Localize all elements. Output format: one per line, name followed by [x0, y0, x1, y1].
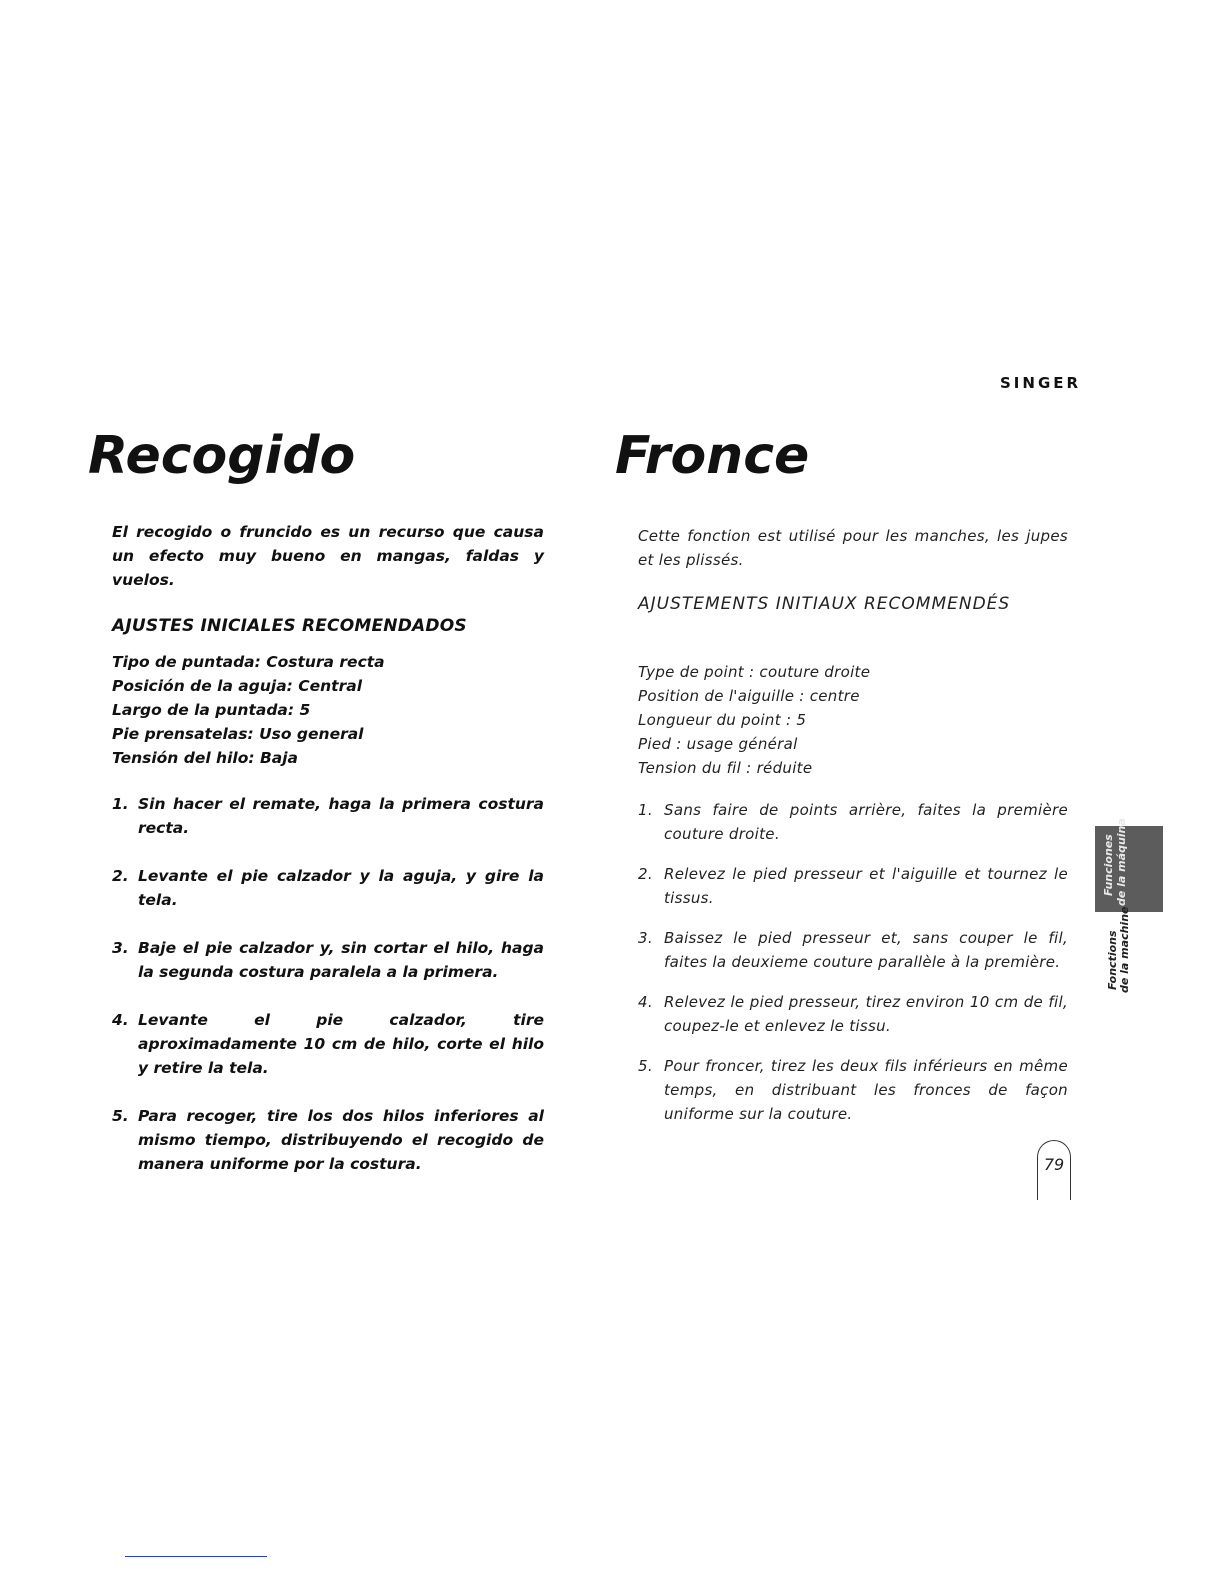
steps-list: [638, 798, 1068, 1126]
intro-paragraph: El recogido o fruncido es un recurso que causa un efecto muy bueno en mangas, faldas y vuelos.: [112, 523, 544, 589]
intro-paragraph: Cette fonction est utilisé pour les manches, les jupes et les plissés.: [638, 527, 1068, 569]
spanish-column: [112, 520, 544, 1200]
side-label-line2: de la machine: [1118, 906, 1131, 993]
step-text: Baissez le pied presseur et, sans couper le fil, faites la deuxieme couture parallèle à la première.: [664, 929, 1068, 971]
side-label-line1: Fonctions: [1106, 930, 1119, 990]
setting-needle-position: Position de l'aiguille : centre: [638, 687, 860, 705]
step-text: Sin hacer el remate, haga la primera costura recta.: [138, 795, 544, 837]
page-number: 79: [1037, 1140, 1071, 1200]
step-text: Levante el pie calzador y la aguja, y gire la tela.: [138, 867, 544, 909]
step-item: [638, 990, 1068, 1038]
step-text: Baje el pie calzador y, sin cortar el hilo, haga la segunda costura paralela a la primera.: [138, 939, 544, 981]
side-tab-label-line2: de la máquina: [1115, 818, 1128, 906]
step-text: Pour froncer, tirez les deux fils inférieurs en même temps, en distribuant les fronces de façon uniforme sur la couture.: [664, 1057, 1068, 1123]
step-number: 3.: [112, 939, 129, 957]
setting-presser-foot: Pied : usage général: [638, 735, 798, 753]
settings-list: [112, 650, 544, 770]
page-title-french: Fronce: [615, 426, 810, 486]
setting-stitch-length: Longueur du point : 5: [638, 711, 807, 729]
step-text: Relevez le pied presseur, tirez environ 10 cm de fil, coupez-le et enlevez le tissu.: [664, 993, 1068, 1035]
step-number: 5.: [112, 1107, 129, 1125]
setting-thread-tension: Tensión del hilo: Baja: [112, 749, 299, 767]
setting-stitch-type: Tipo de puntada: Costura recta: [112, 653, 385, 671]
setting-stitch-type: Type de point : couture droite: [638, 663, 871, 681]
step-item: [112, 936, 544, 984]
footer-rule: [125, 1556, 267, 1557]
setting-needle-position: Posición de la aguja: Central: [112, 677, 363, 695]
step-number: 5.: [638, 1057, 653, 1075]
step-item: [112, 864, 544, 912]
step-text: Sans faire de points arrière, faites la première couture droite.: [664, 801, 1068, 843]
section-heading: AJUSTES INICIALES RECOMENDADOS: [112, 616, 467, 636]
step-number: 1.: [112, 795, 129, 813]
step-number: 2.: [112, 867, 129, 885]
section-heading: AJUSTEMENTS INITIAUX RECOMMENDÉS: [638, 594, 1011, 614]
page-title-spanish: Recogido: [88, 426, 356, 486]
setting-stitch-length: Largo de la puntada: 5: [112, 701, 311, 719]
step-item: [112, 792, 544, 840]
step-item: [638, 798, 1068, 846]
step-item: [112, 1104, 544, 1176]
settings-list: [638, 660, 1068, 780]
step-number: 1.: [638, 801, 653, 819]
step-item: [638, 1054, 1068, 1126]
step-number: 4.: [638, 993, 653, 1011]
step-number: 3.: [638, 929, 653, 947]
setting-thread-tension: Tension du fil : réduite: [638, 759, 813, 777]
side-tab-label-line1: Funciones: [1102, 834, 1115, 896]
brand-logo: SINGER: [1000, 374, 1082, 392]
setting-presser-foot: Pie prensatelas: Uso general: [112, 725, 364, 743]
step-text: Levante el pie calzador, tire aproximadamente 10 cm de hilo, corte el hilo y retire la tela.: [138, 1011, 544, 1077]
step-text: Para recoger, tire los dos hilos inferiores al mismo tiempo, distribuyendo el recogido de manera uniforme por la costura.: [138, 1107, 544, 1173]
steps-list: [112, 792, 544, 1176]
step-number: 2.: [638, 865, 653, 883]
french-column: [638, 524, 1068, 1142]
step-item: [638, 926, 1068, 974]
step-item: [638, 862, 1068, 910]
step-item: [112, 1008, 544, 1080]
step-text: Relevez le pied presseur et l'aiguille et tournez le tissus.: [664, 865, 1068, 907]
step-number: 4.: [112, 1011, 129, 1029]
